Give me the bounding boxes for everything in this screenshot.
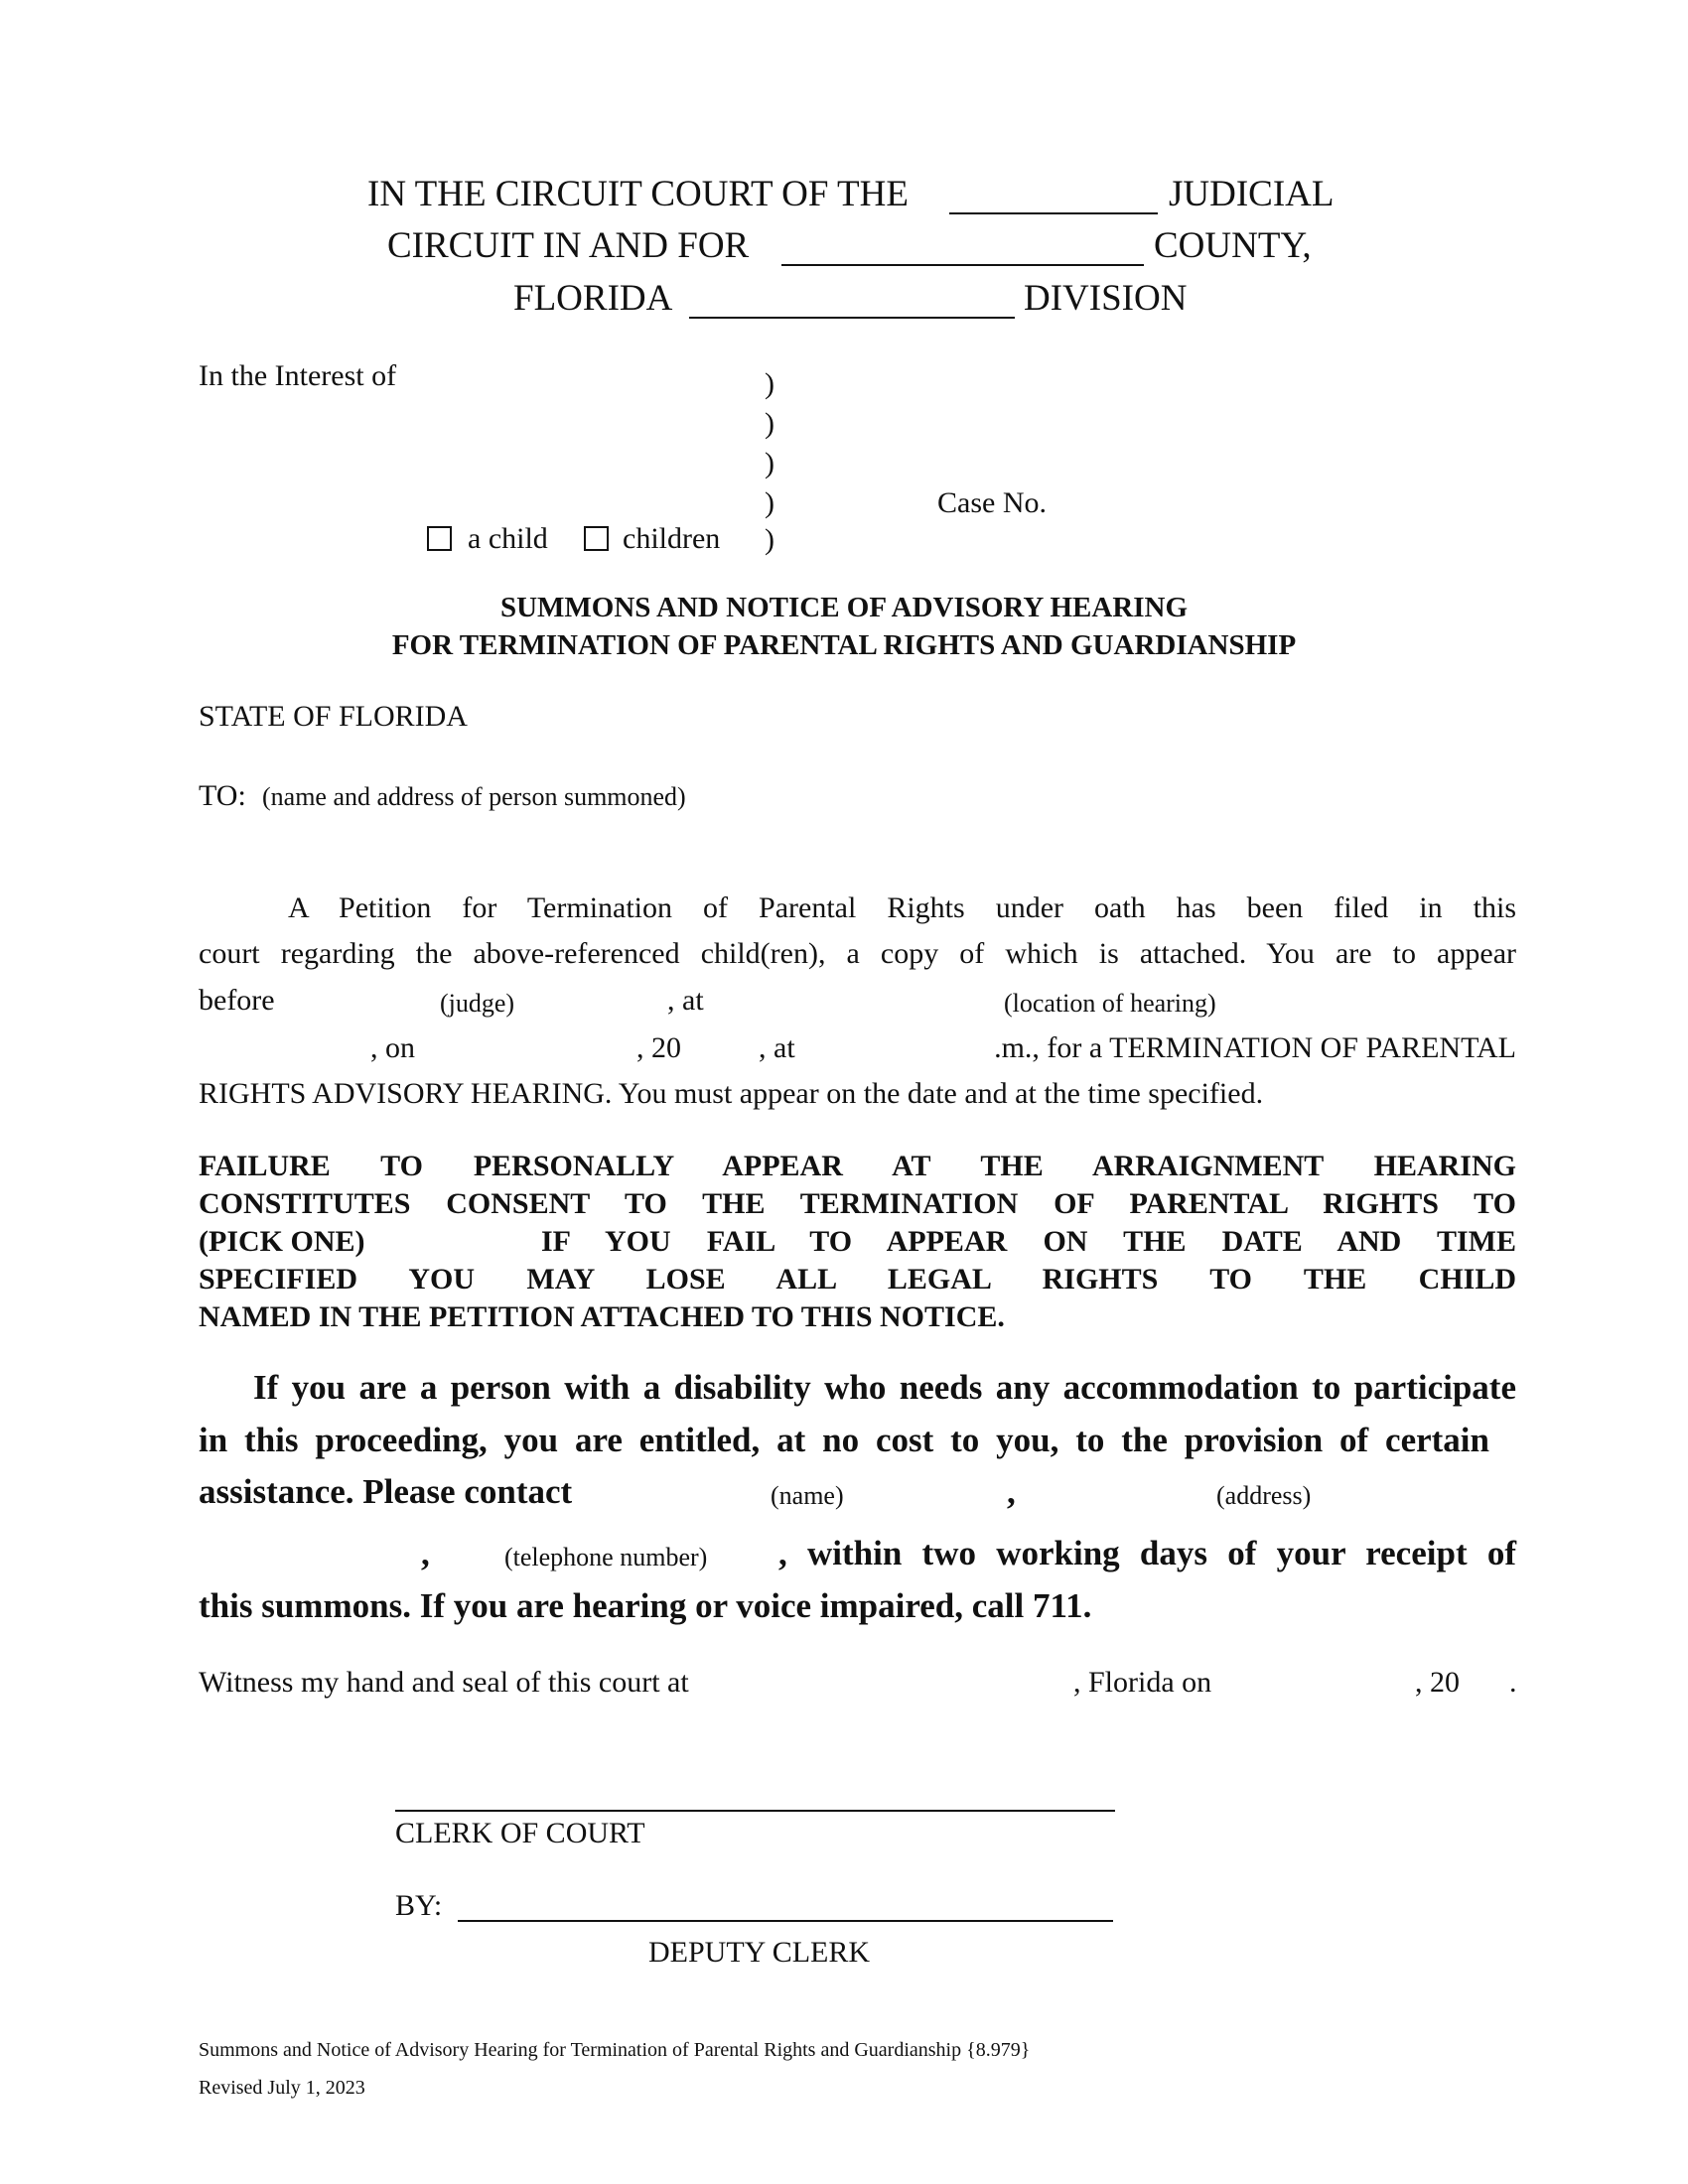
- failure-line1: FAILURE TO PERSONALLY APPEAR AT THE ARRAIGNMENT HEARING: [199, 1150, 1516, 1182]
- court-header-line1-b: JUDICIAL: [1169, 174, 1335, 214]
- document-title-line1: SUMMONS AND NOTICE OF ADVISORY HEARING: [499, 592, 1189, 623]
- witness-text: Witness my hand and seal of this court at: [199, 1666, 689, 1699]
- failure-line2: CONSTITUTES CONSENT TO THE TERMINATION OF PARENTAL RIGHTS TO: [199, 1187, 1516, 1220]
- location-hint: (location of hearing): [1004, 989, 1216, 1018]
- ada-phone-hint: (telephone number): [504, 1543, 708, 1571]
- petition-line5: RIGHTS ADVISORY HEARING. You must appear on the date and at the time specified.: [199, 1077, 1264, 1110]
- caption-paren: ): [765, 447, 774, 479]
- to-label: TO:: [199, 779, 246, 812]
- petition-at-time: , at: [759, 1031, 795, 1064]
- a-child-label: a child: [468, 522, 548, 555]
- witness-year: , 20: [1415, 1666, 1460, 1699]
- court-header-line2-a: CIRCUIT IN AND FOR: [387, 225, 750, 266]
- witness-period: .: [1509, 1666, 1517, 1699]
- division-blank[interactable]: [689, 317, 1015, 319]
- ada-comma: ,: [1007, 1472, 1016, 1511]
- document-title-line2: FOR TERMINATION OF PARENTAL RIGHTS AND GUARDIANSHIP: [391, 629, 1297, 661]
- a-child-checkbox[interactable]: [427, 526, 452, 551]
- court-header-line2-b: COUNTY,: [1154, 225, 1312, 266]
- case-number-label: Case No.: [937, 486, 1047, 519]
- by-label: BY:: [395, 1889, 443, 1922]
- deputy-signature-line[interactable]: [458, 1920, 1113, 1922]
- judicial-circuit-blank[interactable]: [949, 212, 1158, 214]
- ada-name-hint: (name): [771, 1481, 844, 1510]
- footer-revised-date: Revised July 1, 2023: [199, 2077, 365, 2099]
- failure-pick-one: (PICK ONE): [199, 1225, 365, 1258]
- footer-form-title: Summons and Notice of Advisory Hearing for Termination of Parental Rights and Guardianship {8.979}: [199, 2039, 1031, 2061]
- court-header-line3-b: DIVISION: [1024, 278, 1188, 319]
- clerk-of-court-label: CLERK OF COURT: [395, 1817, 645, 1849]
- caption-paren: ): [765, 407, 774, 440]
- failure-line4: SPECIFIED YOU MAY LOSE ALL LEGAL RIGHTS TO THE CHILD: [199, 1263, 1516, 1296]
- deputy-clerk-label: DEPUTY CLERK: [648, 1936, 871, 1969]
- ada-address-hint: (address): [1216, 1481, 1312, 1510]
- caption-paren: ): [765, 523, 774, 556]
- ada-line2: in this proceeding, you are entitled, at no cost to you, to the provision of certain: [199, 1421, 1489, 1459]
- failure-line3: IF YOU FAIL TO APPEAR ON THE DATE AND TIME: [541, 1225, 1516, 1258]
- witness-florida-on: , Florida on: [1073, 1666, 1212, 1699]
- caption-paren: ): [765, 486, 774, 519]
- petition-year: , 20: [636, 1031, 681, 1064]
- petition-line2: court regarding the above-referenced child(ren), a copy of which is attached. You are to appear: [199, 937, 1516, 970]
- petition-line1: A Petition for Termination of Parental Rights under oath has been filed in this: [288, 891, 1516, 924]
- clerk-signature-line[interactable]: [395, 1810, 1115, 1812]
- state-of-florida: STATE OF FLORIDA: [199, 700, 468, 733]
- petition-on: , on: [370, 1031, 415, 1064]
- county-blank[interactable]: [781, 264, 1144, 266]
- judge-hint: (judge): [440, 989, 515, 1018]
- petition-before: before: [199, 984, 275, 1017]
- children-checkbox[interactable]: [584, 526, 609, 551]
- failure-line5: NAMED IN THE PETITION ATTACHED TO THIS NOTICE.: [199, 1300, 1005, 1333]
- ada-line1: If you are a person with a disability who needs any accommodation to participate: [253, 1368, 1516, 1407]
- children-label: children: [623, 522, 721, 555]
- court-header-line1-a: IN THE CIRCUIT COURT OF THE: [367, 174, 909, 214]
- ada-line4: , within two working days of your receipt of: [778, 1534, 1516, 1572]
- petition-hearing-type: .m., for a TERMINATION OF PARENTAL: [994, 1031, 1516, 1064]
- ada-line5: this summons. If you are hearing or voice impaired, call 711.: [199, 1586, 1092, 1625]
- petition-at: , at: [667, 984, 704, 1017]
- to-hint: (name and address of person summoned): [262, 782, 686, 811]
- in-the-interest-of: In the Interest of: [199, 359, 397, 392]
- ada-comma: ,: [421, 1534, 430, 1572]
- caption-paren: ): [765, 367, 774, 400]
- ada-line3: assistance. Please contact: [199, 1472, 573, 1511]
- court-header-line3-a: FLORIDA: [513, 278, 673, 319]
